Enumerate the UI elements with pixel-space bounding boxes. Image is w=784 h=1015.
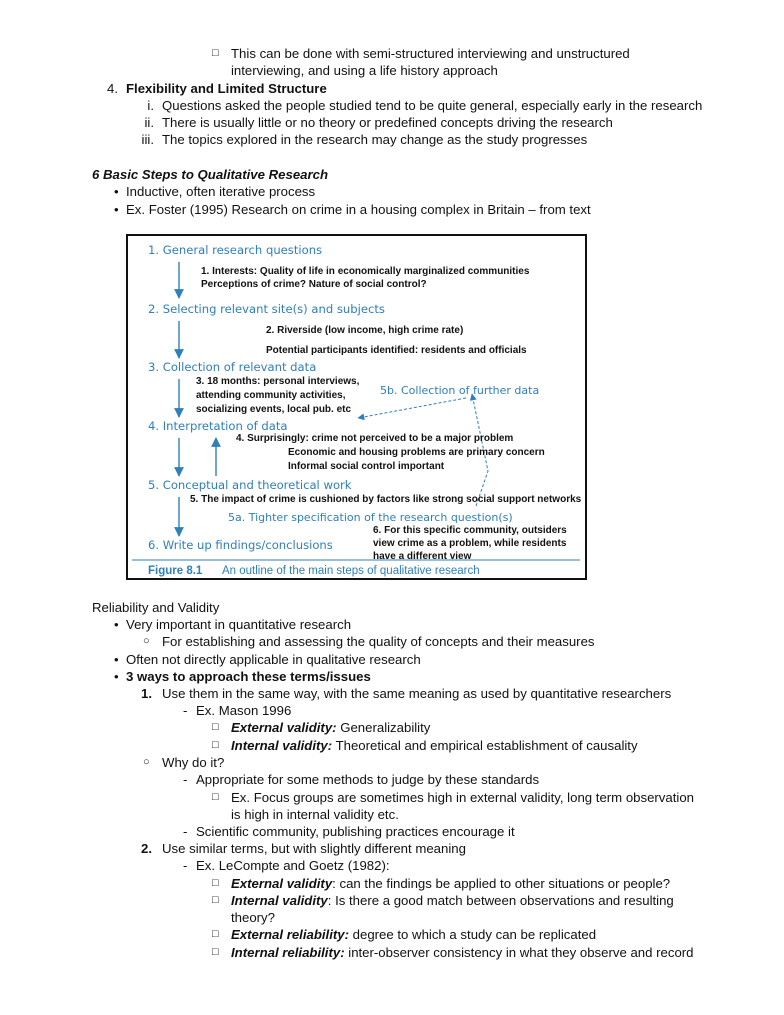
section4-title: Flexibility and Limited Structure <box>126 81 327 96</box>
figure-step-3: 3. Collection of relevant data <box>148 360 317 374</box>
way-text: Use similar terms, but with slightly different meaning <box>162 841 466 856</box>
way-example: Ex. LeCompte and Goetz (1982): <box>196 858 390 873</box>
figure-note: Perceptions of crime? Nature of social control? <box>201 279 427 290</box>
steps-bullet: Inductive, often iterative process <box>126 184 316 199</box>
why-example-line1: Ex. Focus groups are sometimes high in external validity, long term observation <box>231 790 694 805</box>
reliability-heading: Reliability and Validity <box>92 600 220 615</box>
reliability-bullet: Often not directly applicable in qualitative research <box>126 652 421 667</box>
section4-number: 4. <box>107 81 118 96</box>
figure-note: socializing events, local pub. etc <box>196 404 352 415</box>
square-bullet-icon: □ <box>212 946 219 958</box>
bullet-icon: • <box>114 202 119 217</box>
dash-icon: - <box>183 703 188 718</box>
section4-item-mark: ii. <box>144 115 154 130</box>
figure-qualitative-steps <box>126 234 587 580</box>
why-reason: Appropriate for some methods to judge by these standards <box>196 772 540 787</box>
definition-term: Internal validity <box>231 893 328 908</box>
square-bullet-icon: □ <box>212 791 219 803</box>
figure-step-5: 5. Conceptual and theoretical work <box>148 478 352 492</box>
figure-note: Economic and housing problems are primary concern <box>288 447 545 458</box>
definition-text: degree to which a study can be replicated <box>349 927 597 942</box>
reliability-sub: For establishing and assessing the quality of concepts and their measures <box>162 634 595 649</box>
definition-text: inter-observer consistency in what they observe and record <box>344 945 694 960</box>
square-bullet-icon: □ <box>212 721 219 733</box>
square-bullet-icon: □ <box>212 894 219 906</box>
definition-term: Internal reliability: <box>231 945 345 960</box>
figure-step-6: 6. Write up findings/conclusions <box>148 538 333 552</box>
definition-text: : can the findings be applied to other situations or people? <box>332 876 671 891</box>
why-example-line2: is high in internal validity etc. <box>231 807 399 822</box>
figure-note: 3. 18 months: personal interviews, <box>196 376 360 387</box>
definition-line <box>231 892 674 909</box>
definition-term: External reliability: <box>231 927 349 942</box>
figure-step-4: 4. Interpretation of data <box>148 419 288 433</box>
circle-bullet-icon: ○ <box>143 635 150 647</box>
feedback-arrow-icon <box>358 398 466 418</box>
reliability-bullet: Very important in quantitative research <box>126 617 352 632</box>
figure-caption-text: An outline of the main steps of qualitative research <box>222 565 480 577</box>
figure-step-5a: 5a. Tighter specification of the research question(s) <box>228 511 513 524</box>
figure-note: 5. The impact of crime is cushioned by factors like strong social support networks <box>190 494 582 505</box>
figure-note: have a different view <box>373 551 472 562</box>
section4-item-mark: i. <box>147 98 154 113</box>
dash-icon: - <box>183 824 188 839</box>
why-reason: Scientific community, publishing practices encourage it <box>196 824 515 839</box>
steps-heading: 6 Basic Steps to Qualitative Research <box>92 167 329 182</box>
bullet-icon: • <box>114 617 119 632</box>
section4-item: There is usually little or no theory or predefined concepts driving the research <box>162 115 613 130</box>
figure-note: 1. Interests: Quality of life in economically marginalized communities <box>201 266 530 277</box>
bullet-icon: • <box>114 184 119 199</box>
square-bullet-icon: □ <box>212 739 219 751</box>
figure-note: view crime as a problem, while residents <box>373 538 567 549</box>
figure-note: Potential participants identified: residents and officials <box>266 345 527 356</box>
steps-bullet: Ex. Foster (1995) Research on crime in a housing complex in Britain – from text <box>126 202 591 217</box>
square-bullet-icon: □ <box>212 877 219 889</box>
way-number: 1. <box>141 686 152 701</box>
top-note-line1: This can be done with semi-structured interviewing and unstructured <box>231 46 630 61</box>
dash-icon: - <box>183 772 188 787</box>
top-note-line2: interviewing, and using a life history approach <box>231 63 498 78</box>
figure-step-5b: 5b. Collection of further data <box>380 384 540 397</box>
way-number: 2. <box>141 841 152 856</box>
section4-item: The topics explored in the research may change as the study progresses <box>162 132 588 147</box>
section4-item: Questions asked the people studied tend to be quite general, especially early in the research <box>162 98 703 113</box>
figure-note: attending community activities, <box>196 390 346 401</box>
figure-note: 4. Surprisingly: crime not perceived to be a major problem <box>236 433 514 444</box>
figure-step-2: 2. Selecting relevant site(s) and subjects <box>148 302 385 316</box>
definition-term: Internal validity: <box>231 738 333 753</box>
why-label: Why do it? <box>162 755 225 770</box>
bullet-icon: • <box>114 669 119 684</box>
figure-note: Informal social control important <box>288 461 445 472</box>
definition-line <box>231 926 596 943</box>
figure-step-1: 1. General research questions <box>148 243 323 257</box>
definition-text-cont: theory? <box>231 910 275 925</box>
way-example: Ex. Mason 1996 <box>196 703 292 718</box>
section4-item-mark: iii. <box>141 132 154 147</box>
square-bullet-icon: □ <box>212 47 219 59</box>
figure-note: 2. Riverside (low income, high crime rate) <box>266 325 464 336</box>
way-text: Use them in the same way, with the same meaning as used by quantitative researchers <box>162 686 672 701</box>
definition-line <box>231 944 694 961</box>
reliability-bullet: 3 ways to approach these terms/issues <box>126 669 371 684</box>
square-bullet-icon: □ <box>212 928 219 940</box>
definition-term: External validity <box>231 876 333 891</box>
definition-line <box>231 719 430 736</box>
definition-line <box>231 737 638 754</box>
bullet-icon: • <box>114 652 119 667</box>
definition-text: Generalizability <box>336 720 431 735</box>
figure-diagram <box>128 236 585 578</box>
figure-caption-label: Figure 8.1 <box>148 565 203 577</box>
definition-line <box>231 875 670 892</box>
dash-icon: - <box>183 858 188 873</box>
definition-text: Theoretical and empirical establishment of causality <box>332 738 638 753</box>
definition-text: : Is there a good match between observations and resulting <box>327 893 674 908</box>
figure-note: 6. For this specific community, outsiders <box>373 525 567 536</box>
definition-term: External validity: <box>231 720 337 735</box>
circle-bullet-icon: ○ <box>143 756 150 768</box>
